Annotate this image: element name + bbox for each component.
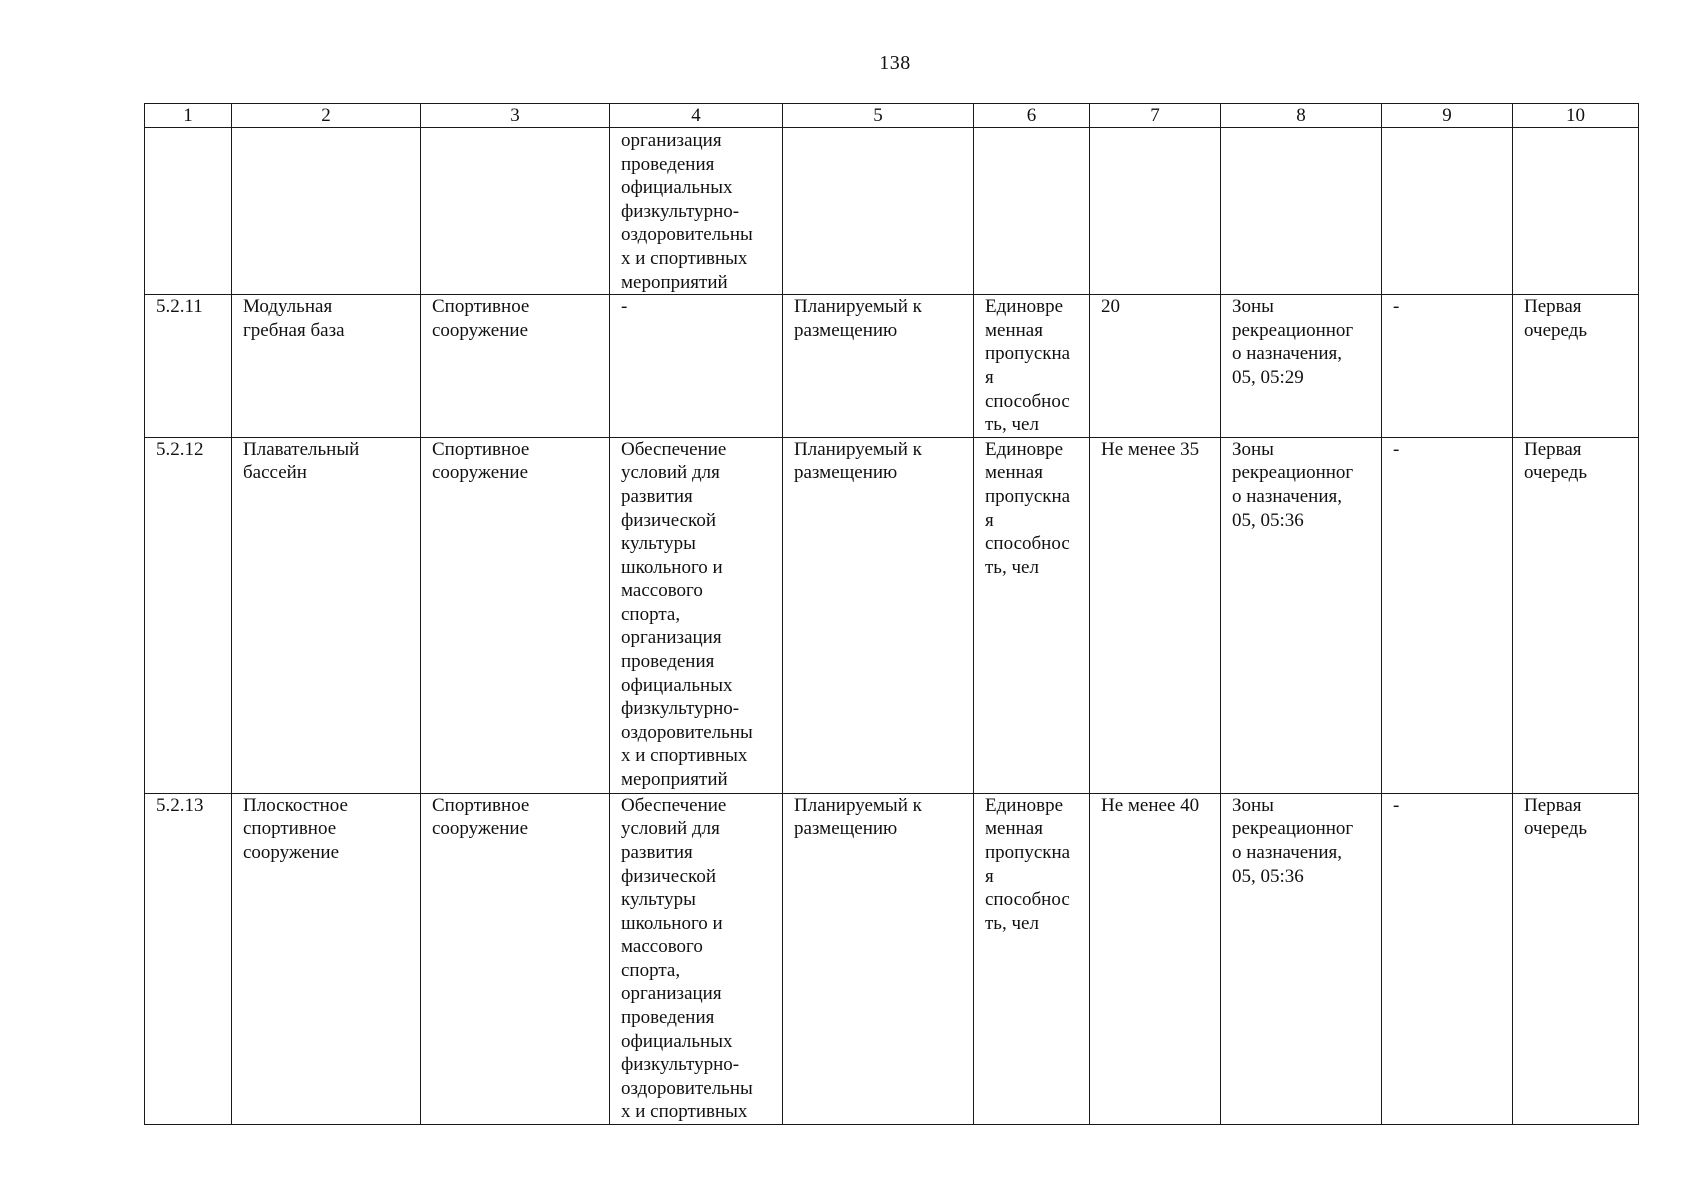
queue-cell: Первая очередь	[1513, 295, 1639, 438]
table-cell	[421, 128, 610, 295]
status-cell: Планируемый к размещению	[783, 295, 974, 438]
column-header: 5	[783, 104, 974, 128]
column-9-cell: -	[1382, 437, 1513, 793]
object-type-cell: Спортивное сооружение	[421, 295, 610, 438]
purpose-cell: Обеспечение условий для развития физической культуры школьного и массового спорта, организация проведения официальных физкультурно- оздоровительны х и спортивных	[610, 793, 783, 1124]
table-cell	[1382, 128, 1513, 295]
queue-cell: Первая очередь	[1513, 437, 1639, 793]
table-row	[145, 793, 1639, 1124]
table-cell	[783, 128, 974, 295]
indicator-cell: Единовре менная пропускна я способнос ть, чел	[974, 295, 1090, 438]
value-cell: Не менее 35	[1090, 437, 1221, 793]
value-cell: 20	[1090, 295, 1221, 438]
queue-cell: Первая очередь	[1513, 793, 1639, 1124]
value-cell: Не менее 40	[1090, 793, 1221, 1124]
purpose-cell: Обеспечение условий для развития физической культуры школьного и массового спорта, организация проведения официальных физкультурно- оздоровительны х и спортивных мероприятий	[610, 437, 783, 793]
column-9-cell: -	[1382, 793, 1513, 1124]
purpose-cell: -	[610, 295, 783, 438]
zone-cell: Зоны рекреационног о назначения, 05, 05:36	[1221, 437, 1382, 793]
table-cell	[1090, 128, 1221, 295]
row-number-cell: 5.2.13	[145, 793, 232, 1124]
column-header: 10	[1513, 104, 1639, 128]
status-cell: Планируемый к размещению	[783, 793, 974, 1124]
object-type-cell: Спортивное сооружение	[421, 437, 610, 793]
column-header: 2	[232, 104, 421, 128]
column-header: 7	[1090, 104, 1221, 128]
column-header: 6	[974, 104, 1090, 128]
indicator-cell: Единовре менная пропускна я способнос ть, чел	[974, 437, 1090, 793]
column-header: 1	[145, 104, 232, 128]
row-number-cell: 5.2.12	[145, 437, 232, 793]
column-9-cell: -	[1382, 295, 1513, 438]
column-header: 8	[1221, 104, 1382, 128]
table-cell	[232, 128, 421, 295]
status-cell: Планируемый к размещению	[783, 437, 974, 793]
object-name-cell: Плоскостное спортивное сооружение	[232, 793, 421, 1124]
column-header: 4	[610, 104, 783, 128]
column-header: 9	[1382, 104, 1513, 128]
column-header: 3	[421, 104, 610, 128]
table-cell	[145, 128, 232, 295]
row-number-cell: 5.2.11	[145, 295, 232, 438]
purpose-continuation-cell: организация проведения официальных физкультурно- оздоровительны х и спортивных мероприятий	[610, 128, 783, 295]
object-type-cell: Спортивное сооружение	[421, 793, 610, 1124]
table-cell	[974, 128, 1090, 295]
table-row	[145, 295, 1639, 438]
column-number-row	[145, 104, 1639, 128]
table-cell	[1221, 128, 1382, 295]
table-row	[145, 437, 1639, 793]
indicator-cell: Единовре менная пропускна я способнос ть, чел	[974, 793, 1090, 1124]
object-name-cell: Плавательный бассейн	[232, 437, 421, 793]
page-number: 138	[879, 52, 911, 74]
continuation-row	[145, 128, 1639, 295]
zone-cell: Зоны рекреационног о назначения, 05, 05:29	[1221, 295, 1382, 438]
objects-table	[144, 103, 1639, 1125]
table-cell	[1513, 128, 1639, 295]
zone-cell: Зоны рекреационног о назначения, 05, 05:36	[1221, 793, 1382, 1124]
object-name-cell: Модульная гребная база	[232, 295, 421, 438]
